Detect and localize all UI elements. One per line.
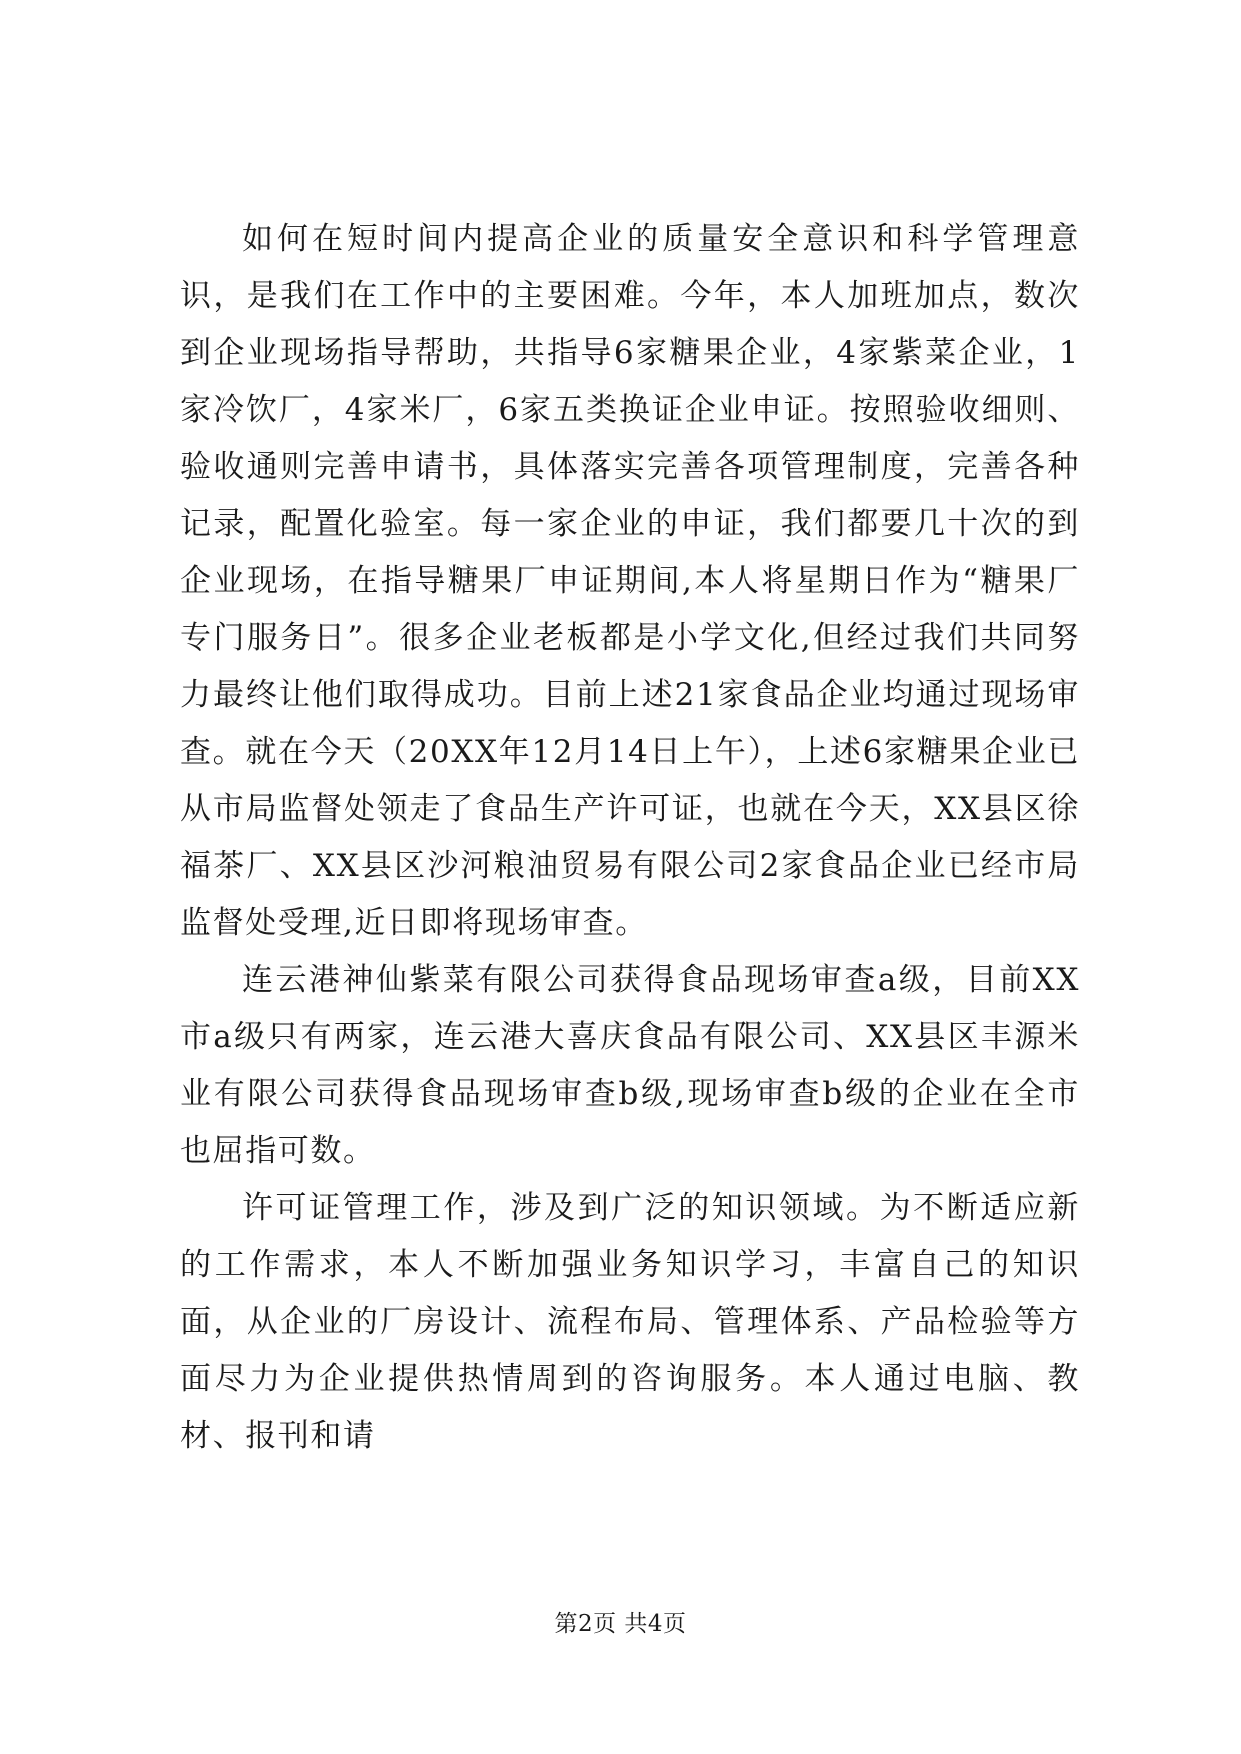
document-body [180,211,1080,1465]
paragraph-1: 如何在短时间内提高企业的质量安全意识和科学管理意识，是我们在工作中的主要困难。今年，本人加班加点，数次到企业现场指导帮助，共指导6家糖果企业，4家紫菜企业，1家冷饮厂，4家米厂，6家五类换证企业申证。按照验收细则、验收通则完善申请书，具体落实完善各项管理制度，完善各种记录，配置化验室。每一家企业的申证，我们都要几十次的到企业现场，在指导糖果厂申证期间,本人将星期日作为“糖果厂专门服务日”。很多企业老板都是小学文化,但经过我们共同努力最终让他们取得成功。目前上述21家食品企业均通过现场审查。就在今天（20XX年12月14日上午），上述6家糖果企业已从市局监督处领走了食品生产许可证，也就在今天，XX县区徐福茶厂、XX县区沙河粮油贸易有限公司2家食品企业已经市局监督处受理,近日即将现场审查。 [180,221,1080,941]
page-footer: 第2页 共4页 [554,1611,687,1637]
paragraph-3: 许可证管理工作，涉及到广泛的知识领域。为不断适应新的工作需求，本人不断加强业务知识学习，丰富自己的知识面，从企业的厂房设计、流程布局、管理体系、产品检验等方面尽力为企业提供热情周到的咨询服务。本人通过电脑、教材、报刊和请 [180,1190,1080,1454]
paragraph-2: 连云港神仙紫菜有限公司获得食品现场审查a级，目前XX市a级只有两家，连云港大喜庆食品有限公司、XX县区丰源米业有限公司获得食品现场审查b级,现场审查b级的企业在全市也屈指可数。 [180,962,1080,1169]
